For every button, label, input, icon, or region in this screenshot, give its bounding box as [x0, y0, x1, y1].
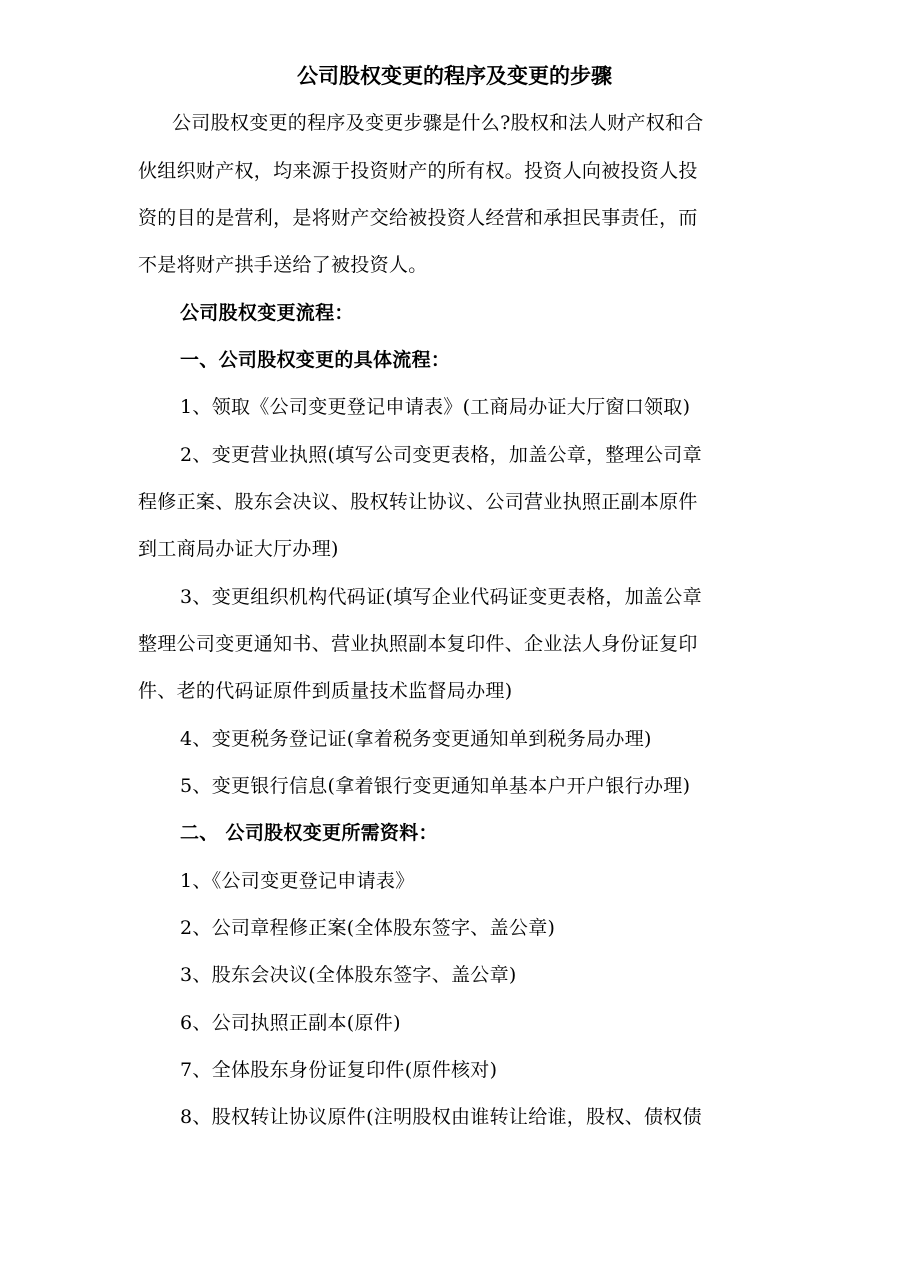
- process-step-3-line-3: 件、老的代码证原件到质量技术监督局办理): [138, 680, 513, 702]
- section-heading-materials: 二、 公司股权变更所需资料：: [180, 822, 438, 844]
- material-item-7: 7、全体股东身份证复印件(原件核对): [180, 1059, 498, 1081]
- intro-line-2: 伙组织财产权，均来源于投资财产的所有权。投资人向被投资人投: [138, 160, 698, 182]
- document-title: 公司股权变更的程序及变更的步骤: [297, 64, 612, 88]
- process-step-3-line-2: 整理公司变更通知书、营业执照副本复印件、企业法人身份证复印: [138, 633, 698, 655]
- material-item-2: 2、公司章程修正案(全体股东签字、盖公章): [180, 917, 556, 939]
- intro-line-1: 公司股权变更的程序及变更步骤是什么?股权和法人财产权和合: [172, 112, 704, 134]
- material-item-1: 1、《公司变更登记申请表》: [180, 870, 415, 892]
- material-item-6: 6、公司执照正副本(原件): [180, 1012, 401, 1034]
- process-step-2-line-1: 2、变更营业执照(填写公司变更表格，加盖公章，整理公司章: [180, 444, 702, 466]
- material-item-3: 3、股东会决议(全体股东签字、盖公章): [180, 964, 517, 986]
- process-step-2-line-3: 到工商局办证大厅办理): [138, 538, 339, 560]
- section-heading-process: 公司股权变更流程：: [180, 302, 354, 324]
- intro-line-4: 不是将财产拱手送给了被投资人。: [138, 254, 428, 276]
- process-step-3-line-1: 3、变更组织机构代码证(填写企业代码证变更表格，加盖公章: [180, 586, 702, 608]
- process-step-2-line-2: 程修正案、股东会决议、股权转让协议、公司营业执照正副本原件: [138, 491, 698, 513]
- process-step-5: 5、变更银行信息(拿着银行变更通知单基本户开户银行办理): [180, 775, 691, 797]
- section-heading-specific-process: 一、公司股权变更的具体流程：: [180, 349, 451, 371]
- process-step-4: 4、变更税务登记证(拿着税务变更通知单到税务局办理): [180, 728, 652, 750]
- material-item-8: 8、股权转让协议原件(注明股权由谁转让给谁，股权、债权债: [180, 1106, 702, 1128]
- process-step-1: 1、领取《公司变更登记申请表》(工商局办证大厅窗口领取): [180, 396, 691, 418]
- intro-line-3: 资的目的是营利，是将财产交给被投资人经营和承担民事责任，而: [138, 207, 698, 229]
